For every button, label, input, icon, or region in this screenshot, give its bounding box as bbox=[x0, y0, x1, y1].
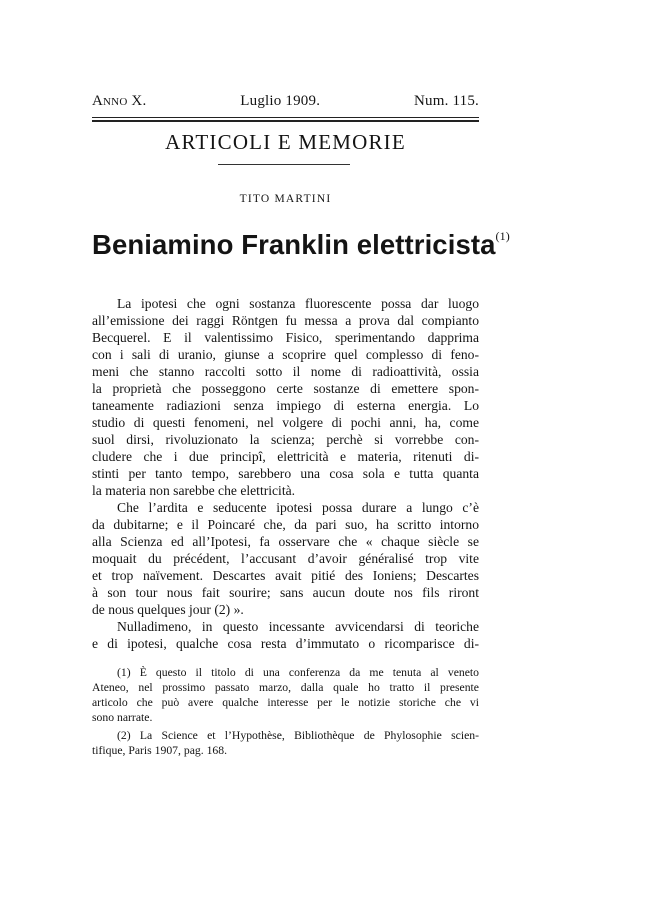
footnote-line: tifique, Paris 1907, pag. 168. bbox=[92, 744, 228, 757]
text-line: taneamente radiazioni senza impiego di esterna energia. Lo bbox=[92, 398, 479, 413]
text-line: Nulladimeno, in questo incessante avvicendarsi di teoriche bbox=[117, 619, 479, 634]
text-line: Becquerel. E il valentissimo Fisico, sperimentando dapprima bbox=[92, 330, 479, 345]
text-line: cludere che i due principî, elettricità e materia, ritenuti di- bbox=[92, 449, 479, 464]
text-line: meni che stanno raccolti sotto il nome di radioattività, ossia bbox=[92, 364, 479, 379]
issue-number: Num. 115. bbox=[414, 93, 479, 109]
footnote-line: Ateneo, nel prossimo passato marzo, dalla quale ho tratto il presente bbox=[92, 681, 479, 694]
footnote-line: articolo che può avere qualche interesse per le notizie storiche che vi bbox=[92, 696, 479, 709]
text-line: la proprietà che posseggono certe sostanze di emettere spon- bbox=[92, 381, 479, 396]
text-line: studio di questi fenomeni, nel volgere di pochi anni, ha, come bbox=[92, 415, 479, 430]
text-line: et trop naïvement. Descartes avait pitié des Ioniens; Descartes bbox=[92, 568, 479, 583]
title-footnote-marker: (1) bbox=[495, 229, 510, 243]
text-line: Che l’ardita e seducente ipotesi possa durare a lungo c’è bbox=[117, 500, 479, 515]
text-line: alla Scienza ed all’Ipotesi, fa osservare che « chaque siècle se bbox=[92, 534, 479, 549]
text-line: con i sali di uranio, giunse a scoprire quel complesso di feno- bbox=[92, 347, 479, 362]
text-line: la materia non sarebbe che elettricità. bbox=[92, 483, 296, 498]
section-title: ARTICOLI E MEMORIE bbox=[165, 130, 406, 154]
section-divider bbox=[218, 164, 350, 165]
text-line: e di ipotesi, qualche cosa resta d’immutato o ricomparisce di- bbox=[92, 636, 479, 651]
text-line: de nous quelques jour (2) ». bbox=[92, 602, 244, 617]
footnote-line: (2) La Science et l’Hypothèse, Bibliothèque de Phylosophie scien- bbox=[117, 729, 479, 742]
article-title bbox=[92, 229, 510, 261]
text-line: La ipotesi che ogni sostanza fluorescente possa dar luogo bbox=[117, 296, 479, 311]
text-line: all’emissione dei raggi Röntgen fu messa a prova dal compianto bbox=[92, 313, 479, 328]
text-line: suol dirsi, rivoluzionato la scienza; perchè si vorrebbe con- bbox=[92, 432, 479, 447]
text-line: moquait du précédent, l’accusant d’avoir généralisé trop vite bbox=[92, 551, 479, 566]
text-line: da dubitarne; e il Poincaré che, da pari suo, ha scritto intorno bbox=[92, 517, 479, 532]
article-title-text: Beniamino Franklin elettricista bbox=[92, 229, 496, 260]
text-line: stinti per tanto tempo, sarebbero una cosa sola e tutta quanta bbox=[92, 466, 479, 481]
volume-label: Anno X. bbox=[92, 93, 147, 109]
header-rule-thin bbox=[92, 117, 479, 118]
text-line: à son tour nous fait sourire; sans aucun doute nos fils riront bbox=[92, 585, 479, 600]
header-rule-thick bbox=[92, 120, 479, 122]
issue-date: Luglio 1909. bbox=[240, 93, 321, 109]
running-head bbox=[92, 93, 479, 110]
footnote-line: sono narrate. bbox=[92, 711, 153, 724]
author-name: TITO MARTINI bbox=[239, 193, 332, 205]
footnote-line: (1) È questo il titolo di una conferenza da me tenuta al veneto bbox=[117, 666, 479, 679]
